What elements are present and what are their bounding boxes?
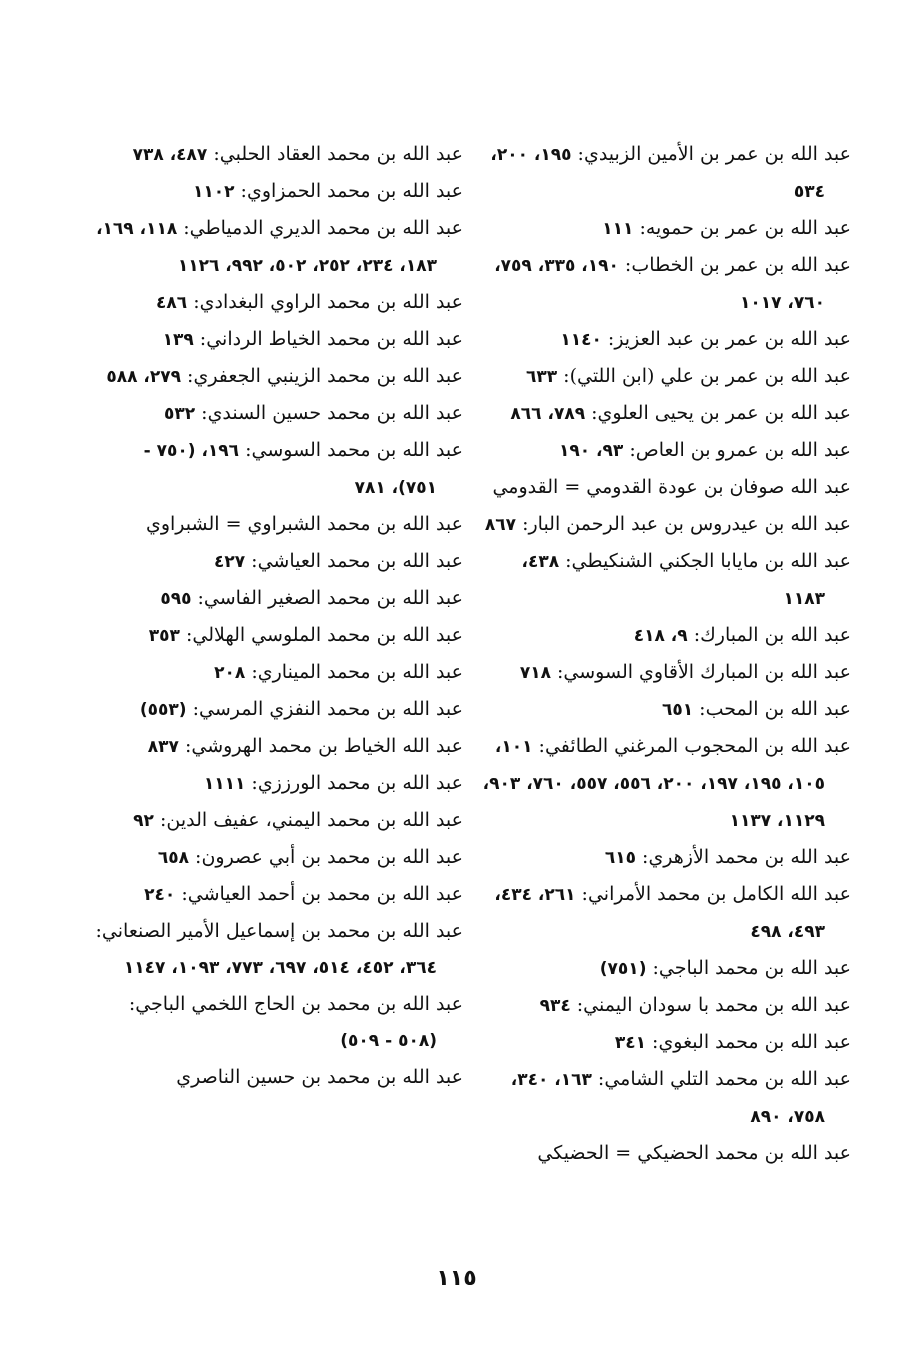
entry-pages: ١١٠٢	[193, 182, 235, 202]
entry-name: عبد الله الخياط بن محمد الهروشي	[191, 735, 463, 757]
entry-pages: ١٣٩	[162, 330, 194, 350]
index-entry	[481, 136, 851, 210]
entry-name: عبد الله بن عمر بن يحيى العلوي	[597, 402, 851, 424]
index-entry	[93, 876, 463, 913]
entry-separator: :	[646, 957, 659, 979]
entry-separator: :	[633, 217, 646, 239]
entry-separator: :	[550, 661, 564, 683]
entry-name: عبد الله بن محمد بن الحاج اللخمي الباجي	[135, 993, 463, 1015]
entry-name: عبد الله بن عمر بن الخطاب	[631, 254, 851, 276]
entry-pages: ٧١٨	[519, 663, 551, 683]
entry-name: عبد الله بن مايابا الجكني الشنكيطي	[571, 550, 851, 572]
entry-name: عبد الله بن محمد بن حسين الناصري	[176, 1066, 463, 1088]
entry-pages: ١١٨، ١٦٩، ١٨٣، ٢٣٤، ٢٥٢، ٥٠٢، ٩٩٢، ١١٢٦	[96, 219, 437, 276]
entry-name: عبد الله بن عيدروس بن عبد الرحمن البار	[528, 513, 851, 535]
entry-pages: ٨٦٧	[484, 515, 517, 535]
entry-name: عبد الله بن محمد الميناري	[257, 661, 463, 683]
entry-name: عبد الله بن المبارك	[700, 624, 851, 646]
entry-separator: :	[153, 809, 167, 831]
entry-name: عبد الله بن محمد السوسي	[251, 439, 463, 461]
entry-separator: :	[179, 624, 193, 646]
index-entry	[93, 321, 463, 358]
index-entry	[481, 876, 851, 950]
entry-name: عبد الله بن محمد بن إسماعيل الأمير الصنعاني	[101, 920, 463, 942]
entry-name: عبد الله بن محمد الباجي	[658, 957, 851, 979]
entry-pages: ٤٨٧، ٧٣٨	[132, 145, 208, 165]
index-entry	[93, 284, 463, 321]
entry-name: عبد الله بن محمد النفزي المرسي	[199, 698, 463, 720]
entry-separator: :	[245, 772, 258, 794]
page-number: ١١٥	[436, 1266, 477, 1291]
index-entry	[481, 432, 851, 469]
index-entry	[481, 506, 851, 543]
entry-name: عبد الله بن عمر بن حمويه	[645, 217, 851, 239]
entry-separator: :	[234, 180, 247, 202]
index-entry	[481, 987, 851, 1024]
entry-name: عبد الله بن محمد العياشي	[257, 550, 463, 572]
entry-pages: (٥٥٣)	[139, 700, 187, 720]
index-entry	[481, 543, 851, 617]
entry-separator: :	[95, 920, 102, 942]
entry-pages: ٢٠٨	[214, 663, 246, 683]
entry-name: عبد الله بن عمرو بن العاص	[635, 439, 851, 461]
entry-pages: (٧٥١)	[599, 959, 647, 979]
entry-separator: :	[571, 143, 584, 165]
entry-separator: :	[186, 698, 199, 720]
index-entry	[481, 321, 851, 358]
index-entry	[481, 1061, 851, 1135]
index-entry	[481, 839, 851, 876]
index-entry	[481, 1024, 851, 1061]
entry-separator: :	[585, 402, 598, 424]
index-entry	[93, 1059, 463, 1096]
entry-pages: ٣٦٤، ٤٥٢، ٥١٤، ٦٩٧، ٧٧٣، ١٠٩٣، ١١٤٧	[123, 958, 437, 978]
index-entry	[93, 543, 463, 580]
entry-pages: ٥٩٥	[160, 589, 192, 609]
entry-pages: ٥٣٢	[163, 404, 196, 424]
index-entry	[481, 728, 851, 839]
entry-pages: ٦٣٣	[525, 367, 558, 387]
entry-separator: :	[207, 143, 220, 165]
entry-separator: :	[559, 550, 572, 572]
index-entry	[481, 469, 851, 506]
index-entry	[93, 506, 463, 543]
entry-separator: :	[601, 328, 615, 350]
entry-separator: :	[516, 513, 529, 535]
index-entry	[93, 654, 463, 691]
entry-name: عبد الله بن محمد الشبراوي = الشبراوي	[145, 513, 463, 535]
entry-name: عبد الله بن محمد الورززي	[257, 772, 463, 794]
entry-pages: ٩، ٤١٨	[633, 626, 688, 646]
index-entry	[93, 617, 463, 654]
entry-pages: ١٩٥، ٢٠٠، ٥٣٤	[490, 145, 825, 202]
entry-name: عبد الله بن محمد الحضيكي = الحضيكي	[537, 1142, 851, 1164]
entry-name: عبد الله بن المحجوب المرغني الطائفي	[544, 735, 851, 757]
index-entry	[93, 728, 463, 765]
index-entry	[93, 986, 463, 1059]
entry-separator: :	[635, 846, 649, 868]
entry-pages: ٧٨٩، ٨٦٦	[510, 404, 586, 424]
entry-separator: :	[175, 883, 188, 905]
entry-separator: :	[575, 883, 588, 905]
entry-separator: :	[193, 328, 207, 350]
index-entry	[481, 1135, 851, 1172]
index-entry	[93, 580, 463, 617]
entry-name: عبد الله بن محمد الراوي البغدادي	[199, 291, 463, 313]
index-entry	[481, 654, 851, 691]
entry-separator: :	[618, 254, 632, 276]
index-entry	[93, 395, 463, 432]
index-entry	[93, 839, 463, 876]
entry-separator: :	[128, 993, 136, 1015]
index-entry	[93, 802, 463, 839]
left-column	[93, 136, 463, 1096]
entry-name: عبد الله بن محمد الديري الدمياطي	[189, 217, 463, 239]
right-column	[481, 136, 851, 1172]
entry-separator: :	[557, 365, 570, 387]
entry-name: عبد الله بن محمد الملوسي الهلالي	[192, 624, 463, 646]
entry-name: عبد الله بن محمد الخياط الرداني	[206, 328, 463, 350]
entry-name: عبد الله بن المحب	[705, 698, 851, 720]
entry-separator: :	[187, 291, 200, 313]
entry-pages: ٢٤٠	[144, 885, 176, 905]
entry-pages: ١٦٣، ٣٤٠، ٧٥٨، ٨٩٠	[510, 1070, 825, 1127]
entry-pages: ٩٣٤	[539, 996, 571, 1016]
entry-name: عبد الله صوفان بن عودة القدومي = القدومي	[492, 476, 851, 498]
index-entry	[93, 136, 463, 173]
entry-separator: :	[239, 439, 252, 461]
entry-separator: :	[532, 735, 545, 757]
entry-name: عبد الله بن محمد الحمزاوي	[246, 180, 463, 202]
index-entry	[481, 247, 851, 321]
entry-pages: ٦٥٨	[157, 848, 189, 868]
entry-name: عبد الله بن محمد با سودان اليمني	[583, 994, 851, 1016]
entry-name: عبد الله بن عمر بن عبد العزيز	[614, 328, 851, 350]
entry-pages: ٦١٥	[604, 848, 636, 868]
entry-name: عبد الله بن محمد الأزهري	[648, 846, 851, 868]
index-entry	[481, 617, 851, 654]
entry-name: عبد الله بن عمر بن الأمين الزبيدي	[583, 143, 851, 165]
entry-separator: :	[623, 439, 636, 461]
entry-pages: ٦٥١	[661, 700, 694, 720]
index-entry	[481, 395, 851, 432]
entry-separator: :	[181, 365, 194, 387]
entry-pages: ٤٨٦	[156, 293, 188, 313]
entry-pages: ١١١١	[203, 774, 246, 794]
entry-pages: ١٩٦، (٧٥٠ - ٧٥١)، ٧٨١	[143, 441, 437, 498]
entry-pages: ١٩٠، ٣٣٥، ٧٥٩، ٧٦٠، ١٠١٧	[494, 256, 825, 313]
entry-separator: :	[693, 698, 706, 720]
entry-separator: :	[245, 550, 258, 572]
entry-separator: :	[645, 1031, 659, 1053]
entry-pages: ٣٥٣	[148, 626, 180, 646]
entry-pages: ٣٤١	[614, 1033, 646, 1053]
entry-name: عبد الله بن محمد بن أحمد العياشي	[187, 883, 463, 905]
index-entry	[481, 210, 851, 247]
entry-pages: ١١١	[602, 219, 634, 239]
entry-name: عبد الله بن عمر بن علي (ابن اللتي)	[569, 365, 851, 387]
entry-separator: :	[570, 994, 584, 1016]
index-entry	[93, 691, 463, 728]
entry-pages: ٢٧٩، ٥٨٨	[106, 367, 181, 387]
entry-name: عبد الله بن المبارك الأقاوي السوسي	[563, 661, 851, 683]
entry-separator: :	[195, 402, 208, 424]
entry-separator: :	[178, 735, 192, 757]
entry-separator: :	[687, 624, 701, 646]
index-entry	[93, 765, 463, 802]
entry-pages: ٢٦١، ٤٣٤، ٤٩٣، ٤٩٨	[494, 885, 825, 942]
entry-pages: ٨٣٧	[147, 737, 179, 757]
index-entry	[93, 432, 463, 506]
entry-pages: ٩٢	[133, 811, 154, 831]
entry-name: عبد الله بن محمد اليمني، عفيف الدين	[166, 809, 463, 831]
entry-separator: :	[591, 1068, 605, 1090]
entry-name: عبد الله بن محمد الصغير الفاسي	[203, 587, 463, 609]
entry-separator: :	[191, 587, 204, 609]
index-entry	[481, 358, 851, 395]
entry-pages: ١٠١، ١٠٥، ١٩٥، ١٩٧، ٢٠٠، ٥٥٦، ٥٥٧، ٧٦٠، ٩٠٣، ١١٢٩، ١١٣٧	[482, 737, 825, 831]
entry-separator: :	[177, 217, 190, 239]
index-entry	[93, 913, 463, 986]
index-entry	[481, 950, 851, 987]
entry-pages: ١١٤٠	[560, 330, 602, 350]
entry-name: عبد الله الكامل بن محمد الأمراني	[587, 883, 851, 905]
index-entry	[93, 358, 463, 395]
entry-pages: ٤٣٨، ١١٨٣	[521, 552, 825, 609]
entry-pages: ٤٢٧	[213, 552, 246, 572]
entry-separator: :	[188, 846, 202, 868]
entry-separator: :	[245, 661, 258, 683]
entry-pages: (٥٠٨ - ٥٠٩)	[340, 1031, 437, 1051]
index-entry	[481, 691, 851, 728]
entry-pages: ٩٣، ١٩٠	[558, 441, 624, 461]
index-entry	[93, 173, 463, 210]
entry-name: عبد الله بن محمد البغوي	[658, 1031, 851, 1053]
entry-name: عبد الله بن محمد بن أبي عصرون	[201, 846, 463, 868]
entry-name: عبد الله بن محمد العقاد الحلبي	[219, 143, 463, 165]
entry-name: عبد الله بن محمد الزينبي الجعفري	[193, 365, 463, 387]
entry-name: عبد الله بن محمد التلي الشامي	[604, 1068, 851, 1090]
entry-name: عبد الله بن محمد حسين السندي	[207, 402, 463, 424]
index-entry	[93, 210, 463, 284]
